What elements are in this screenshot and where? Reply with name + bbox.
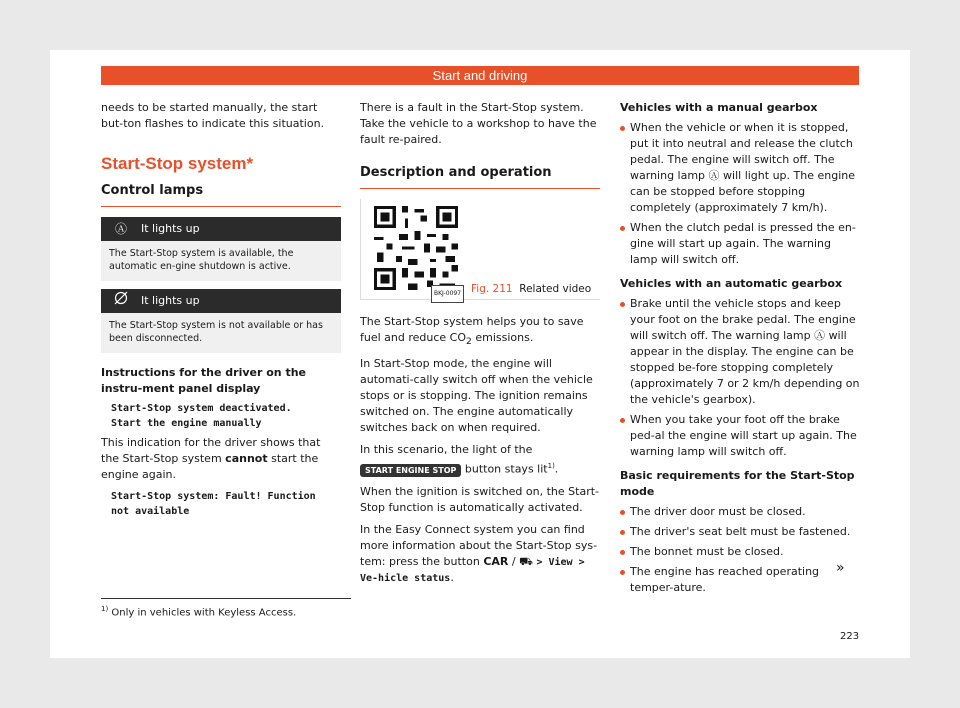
co2-subscript: 2: [466, 336, 472, 348]
car-menu-icon: ⛟: [519, 554, 533, 568]
automatic-gearbox-title: Vehicles with an automatic gearbox: [620, 277, 843, 290]
para-1: [360, 314, 600, 350]
message-2: [101, 489, 341, 519]
para-5: In the Easy Connect system you can find more information about the Start-Stop sys-tem: press the button CAR / ⛟ > View > Ve-hicle status.: [360, 522, 598, 584]
manual-bullet-2: When the clutch pedal is pressed the en-gine will start up again. The warning lamp will switch off.: [620, 220, 860, 268]
instructions-title: Instructions for the driver on the instru-ment panel display: [101, 366, 306, 395]
figure-211: [360, 199, 600, 300]
auto-bullet-1: Brake until the vehicle stops and keep your foot on the brake pedal. The engine will switch off. The warning lamp Ⓐ will appear in the display. The engine can be stopped be-fore stopping completely (approximately 7 or 2 km/h depending on the vehicle's gearbox).: [620, 296, 860, 408]
message-1-line-2: Start the engine manually: [111, 418, 262, 429]
para-3-post: button stays lit: [461, 462, 548, 476]
basic-bullet-3: The bonnet must be closed.: [620, 544, 860, 560]
start-stop-active-icon: Ⓐ: [114, 222, 127, 236]
continue-mark: »: [836, 560, 845, 576]
basic-bullet-1: The driver door must be closed.: [620, 504, 860, 520]
lamp-2-header: [101, 289, 341, 313]
figure-tag: BKJ-0097: [431, 285, 464, 303]
section-title: Start-Stop system*: [101, 154, 254, 173]
manual-gearbox-title: Vehicles with a manual gearbox: [620, 101, 818, 114]
footnote-mark: 1): [101, 605, 109, 613]
car-button-label: CAR: [483, 554, 509, 568]
para-1-end: emissions.: [471, 331, 534, 344]
subsection-description: Description and operation: [360, 164, 600, 189]
column-1: [101, 100, 341, 519]
footnote-ref: 1): [547, 462, 555, 471]
para-3-pre: In this scenario, the light of the: [360, 443, 533, 457]
para-3: In this scenario, the light of the START ENGINE STOP button stays lit$^{1)}$.: [360, 443, 559, 476]
basic-requirements-title: Basic requirements for the Start-Stop mode: [620, 469, 855, 498]
column-2: [360, 100, 600, 592]
auto-bullet-2: When you take your foot off the brake ped-al the engine will start up again. The warning lamp will switch off.: [620, 412, 860, 460]
lamp-1-header: [101, 217, 341, 241]
page-number: 223: [840, 631, 860, 642]
figure-caption: [471, 281, 591, 297]
message-1-line-1: Start-Stop system deactivated.: [111, 403, 292, 414]
figure-number: Fig. 211: [471, 283, 513, 295]
indication-post: start the engine again.: [101, 452, 319, 481]
subsection-control-lamps: Control lamps: [101, 182, 341, 207]
fault-text: There is a fault in the Start-Stop system. Take the vehicle to a workshop to have the fault re-paired.: [360, 101, 597, 146]
start-stop-off-icon: [101, 289, 141, 313]
para-4: When the ignition is switched on, the Start-Stop function is automatically activated.: [360, 484, 599, 514]
figure-caption-text: Related video: [519, 283, 592, 295]
start-engine-stop-button: START ENGINE STOP: [360, 464, 461, 477]
para-5-pre: In the Easy Connect system you can find more information about the Start-Stop sys-tem: press the button: [360, 522, 598, 568]
lamp-2-label: It lights up: [141, 294, 200, 307]
footnote: [101, 598, 351, 618]
message-1: [101, 401, 341, 431]
intro-text: needs to be started manually, the start but-ton flashes to indicate this situation.: [101, 101, 325, 130]
footnote-text: Only in vehicles with Keyless Access.: [111, 607, 297, 619]
indication-bold: cannot: [225, 452, 268, 465]
message-2-line-1: Start-Stop system: Fault! Function: [111, 491, 316, 502]
indication-text: [101, 435, 341, 483]
para-2: In Start-Stop mode, the engine will automati-cally switch off when the vehicle stops or is stopping. The ignition remains switched on. The engine automatically switches back on when required.: [360, 357, 593, 435]
manual-bullet-1: When the vehicle or when it is stopped, put it into neutral and release the clutch pedal. The engine will switch off. The warning lamp Ⓐ will light up. The engine can be stopped before stopping completely (approximately 7 km/h).: [620, 120, 860, 216]
lamp-1-text: The Start-Stop system is available, the automatic en-gine shutdown is active.: [101, 241, 341, 281]
basic-bullet-4: The engine has reached operating temper-ature.: [620, 564, 860, 596]
menu-path: > View > Ve-hicle status: [360, 556, 585, 584]
message-2-line-2: not available: [111, 506, 190, 517]
column-3: [620, 100, 860, 600]
lamp-1-label: It lights up: [141, 222, 200, 235]
lamp-2-text: The Start-Stop system is not available or has been disconnected.: [101, 313, 341, 353]
para-1-text: The Start-Stop system helps you to save fuel and reduce CO: [360, 315, 584, 344]
indication-pre: This indication for the driver shows that the Start-Stop system: [101, 436, 321, 465]
qr-code[interactable]: [371, 203, 461, 293]
page-header: Start and driving: [101, 66, 859, 85]
basic-bullet-2: The driver's seat belt must be fastened.: [620, 524, 860, 540]
